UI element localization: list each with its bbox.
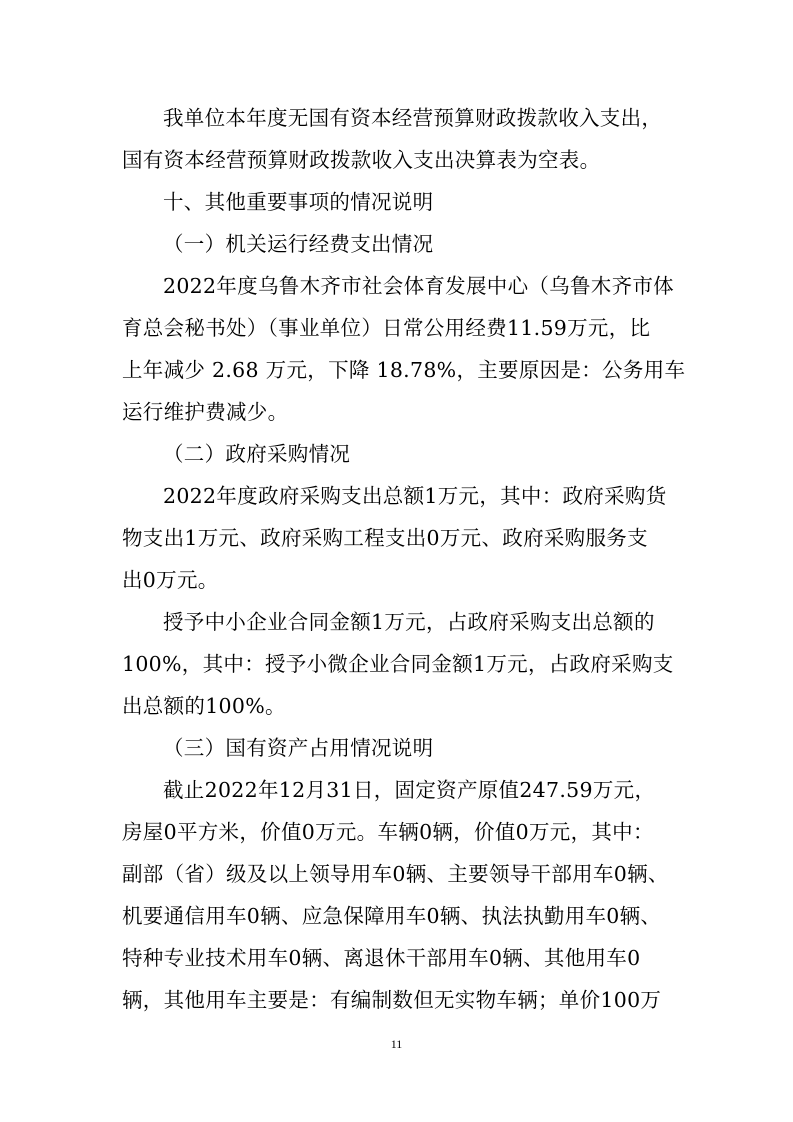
paragraph-line: 育总会秘书处）（事业单位）日常公用经费11.59万元，比 [122,316,651,340]
paragraph-line: 出0万元。 [122,568,219,592]
subsection-heading: （一）机关运行经费支出情况 [163,232,434,256]
paragraph-line: 特种专业技术用车0辆、离退休干部用车0辆、其他用车0 [122,946,641,970]
paragraph-line: 副部（省）级及以上领导用车0辆、主要领导干部用车0辆、 [122,862,669,886]
page-number: 11 [390,1037,403,1051]
paragraph-line: 上年减少 2.68 万元，下降 18.78%，主要原因是：公务用车 [122,358,686,382]
paragraph-line: 2022年度政府采购支出总额1万元，其中：政府采购货 [163,484,667,508]
paragraph-line: 国有资本经营预算财政拨款收入支出决算表为空表。 [122,148,601,172]
paragraph-line: 我单位本年度无国有资本经营预算财政拨款收入支出， [163,106,663,130]
paragraph-line: 授予中小企业合同金额1万元，占政府采购支出总额的 [163,610,655,634]
paragraph-line: 运行维护费减少。 [122,400,289,424]
paragraph-line: 截止2022年12月31日，固定资产原值247.59万元， [163,778,656,802]
paragraph-line: 2022年度乌鲁木齐市社会体育发展中心（乌鲁木齐市体 [163,274,674,298]
paragraph-line: 辆，其他用车主要是：有编制数但无实物车辆；单价100万 [122,988,662,1012]
paragraph-line: 房屋0平方米，价值0万元。车辆0辆，价值0万元，其中： [122,820,654,844]
paragraph-line: 物支出1万元、政府采购工程支出0万元、政府采购服务支 [122,526,648,550]
subsection-heading: （三）国有资产占用情况说明 [163,736,434,760]
section-heading: 十、其他重要事项的情况说明 [163,190,434,214]
paragraph-line: 机要通信用车0辆、应急保障用车0辆、执法执勤用车0辆、 [122,904,662,928]
paragraph-line: 出总额的100%。 [122,694,286,718]
subsection-heading: （二）政府采购情况 [163,442,351,466]
paragraph-line: 100%，其中：授予小微企业合同金额1万元，占政府采购支 [122,652,674,676]
